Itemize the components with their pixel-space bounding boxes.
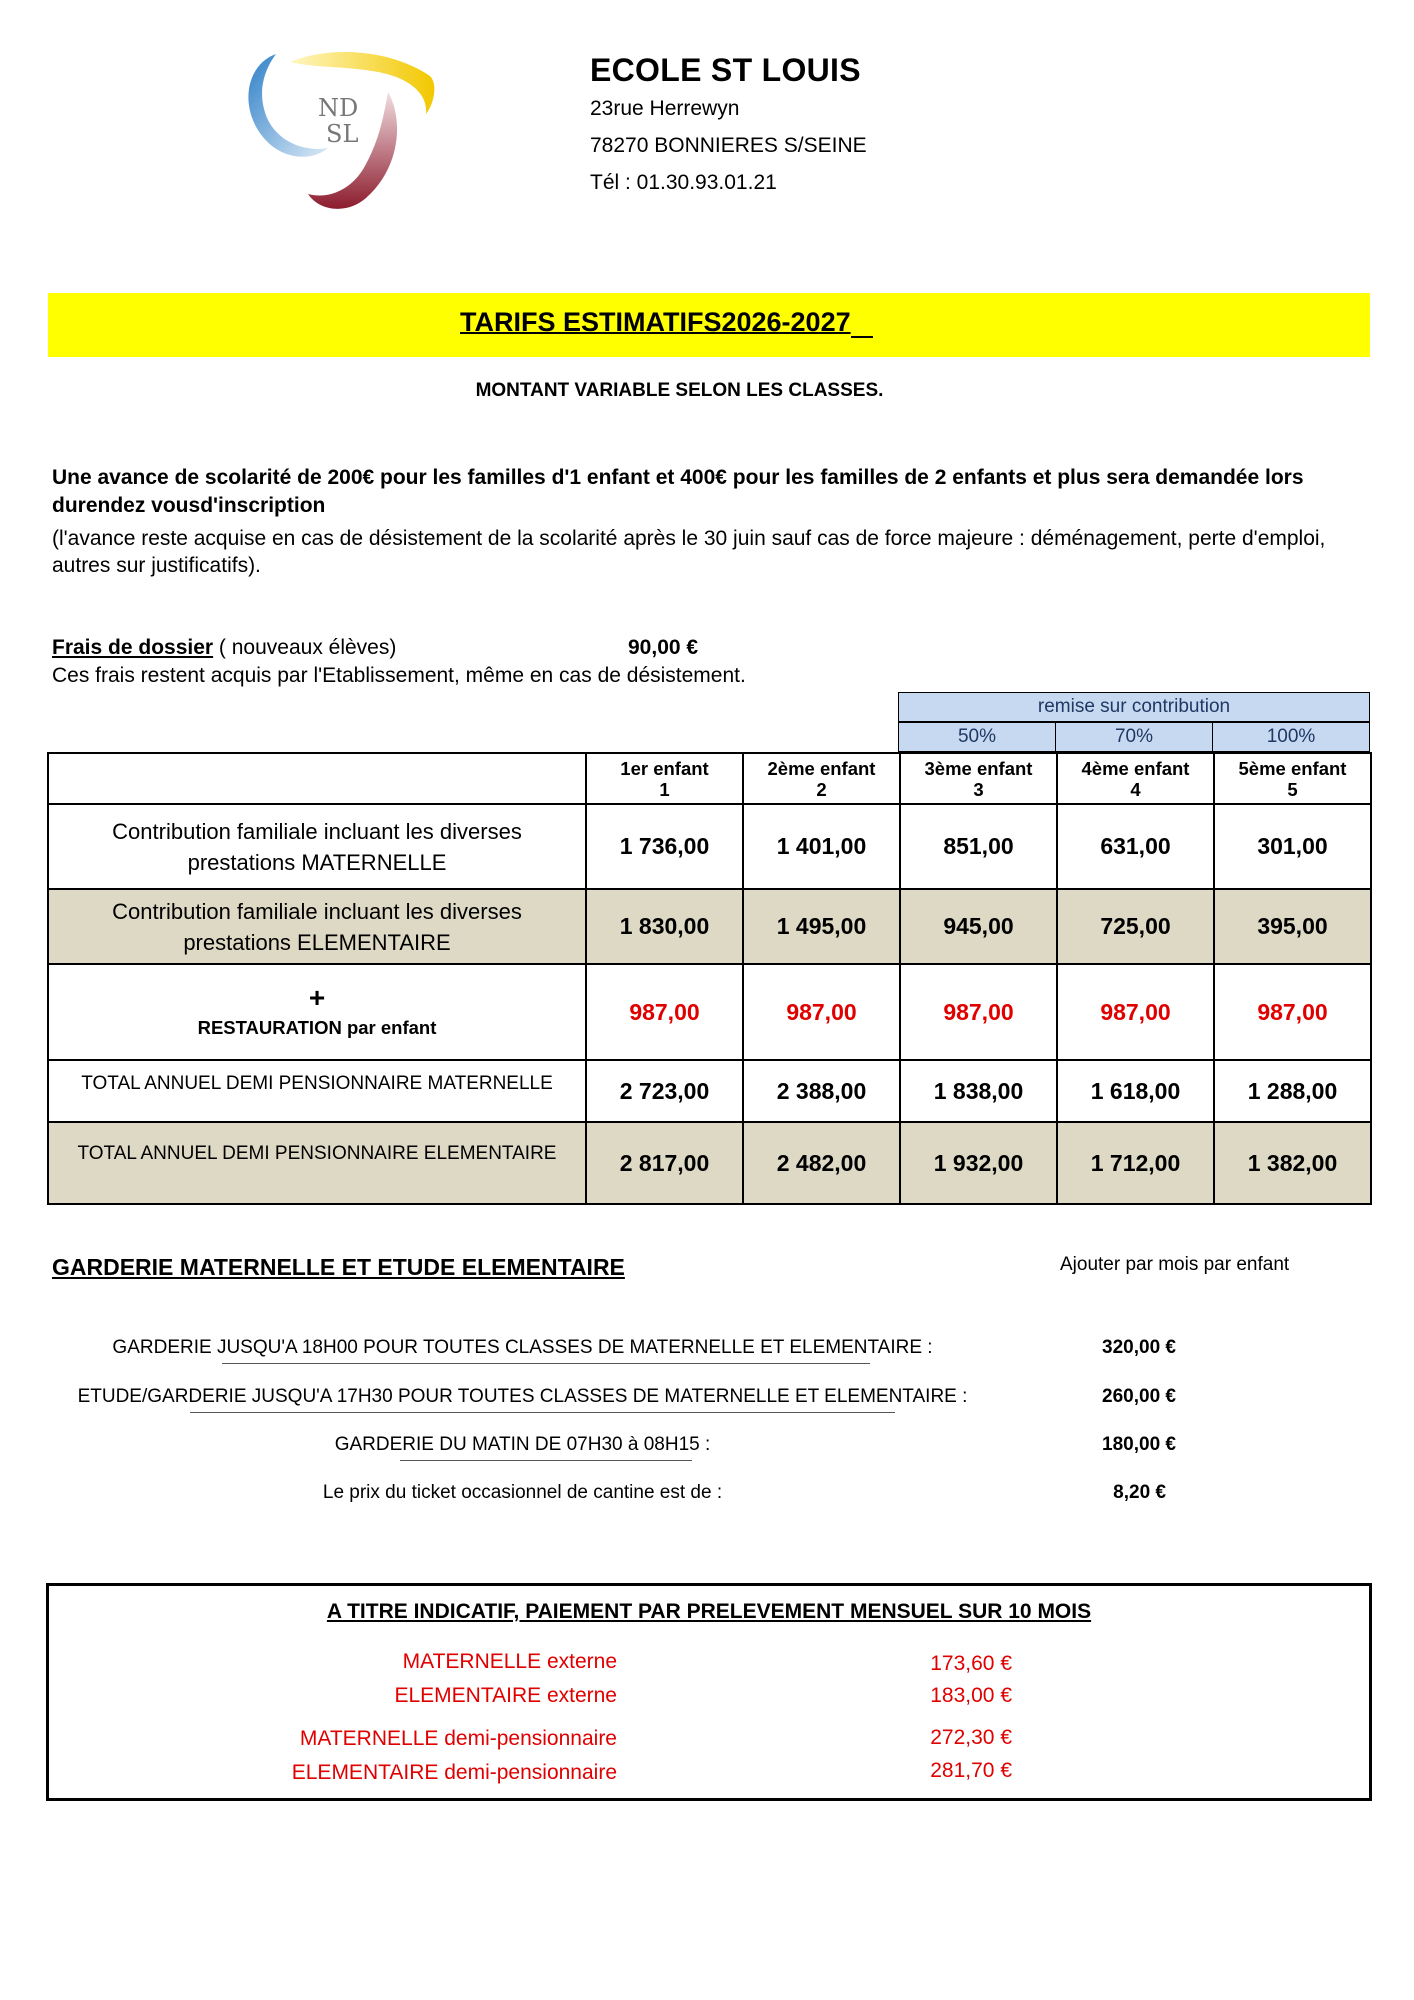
payment-amount: 281,70 € [930,1759,1012,1782]
fees-label-suffix: ( nouveaux élèves) [213,636,397,659]
row-label-line1: Contribution familiale incluant les diverses [112,898,522,924]
page-title [460,307,873,338]
daycare-note: Ajouter par mois par enfant [1060,1254,1290,1275]
value-cell: 1 288,00 [1214,1060,1371,1122]
header-child-5 [1214,753,1371,804]
header-empty-cell [48,753,586,804]
value-cell: 1 736,00 [586,804,743,889]
row-label-text: RESTAURATION par enfant [197,1017,437,1038]
discount-pct-4th: 70% [1055,722,1213,752]
header-child-num: 2 [816,778,827,800]
plus-sign: + [308,982,326,1013]
daycare-line-label: Le prix du ticket occasionnel de cantine est de : [322,1482,723,1503]
value-cell: 2 723,00 [586,1060,743,1122]
daycare-line-price: 320,00 € [1102,1337,1176,1358]
daycare-line-underline [222,1363,870,1364]
value-cell: 1 838,00 [900,1060,1057,1122]
row-label: TOTAL ANNUEL DEMI PENSIONNAIRE MATERNELLE [48,1060,586,1122]
row-label-line2: prestations ELEMENTAIRE [183,929,451,955]
daycare-line-price: 8,20 € [1113,1482,1166,1503]
fees-label: Frais de dossier [52,636,214,659]
payment-title: A TITRE INDICATIF, PAIEMENT PAR PRELEVEMENT MENSUEL SUR 10 MOIS [326,1600,1092,1623]
address-city: 78270 BONNIERES S/SEINE [590,134,867,157]
daycare-line-underline [400,1460,692,1461]
value-cell: 725,00 [1057,889,1214,964]
header-child-label: 2ème enfant [767,757,876,779]
header-child-num: 4 [1130,778,1141,800]
payment-label: MATERNELLE externe [402,1650,617,1673]
title-banner [48,293,1370,357]
daycare-line-price: 260,00 € [1102,1386,1176,1407]
row-label-line1: Contribution familiale incluant les diverses [112,818,522,844]
daycare-line-underline [190,1412,895,1413]
value-cell: 395,00 [1214,889,1371,964]
row-label [48,804,586,889]
logo-text-bottom: SL [326,120,359,148]
header-child-num: 5 [1287,778,1298,800]
value-cell: 1 401,00 [743,804,900,889]
value-cell: 1 712,00 [1057,1122,1214,1204]
header-child-2 [743,753,900,804]
value-cell: 1 618,00 [1057,1060,1214,1122]
school-phone: Tél : 01.30.93.01.21 [590,171,777,194]
header-child-label: 3ème enfant [924,757,1033,779]
page-subtitle: MONTANT VARIABLE SELON LES CLASSES. [475,380,884,401]
advance-notice: Une avance de scolarité de 200€ pour les familles d'1 enfant et 400€ pour les familles de 2 enfants et plus sera demandée lors durendez vousd'inscription [52,466,1304,517]
daycare-line-label: GARDERIE DU MATIN DE 07H30 à 08H15 : [334,1434,711,1455]
header-child-label: 5ème enfant [1238,757,1347,779]
school-logo [238,48,448,216]
value-cell: 987,00 [586,964,743,1060]
header-child-1 [586,753,743,804]
tariff-table [47,752,1372,1205]
header-child-3 [900,753,1057,804]
fees-note: Ces frais restent acquis par l'Etablissement, même en cas de désistement. [52,664,746,687]
row-elementaire [48,889,1371,964]
fees-line [52,636,396,660]
value-cell: 1 830,00 [586,889,743,964]
row-restauration [48,964,1371,1060]
daycare-line-label: ETUDE/GARDERIE JUSQU'A 17H30 POUR TOUTES CLASSES DE MATERNELLE ET ELEMENTAIRE : [77,1386,968,1407]
payment-amount: 173,60 € [930,1652,1012,1675]
payment-label: MATERNELLE demi-pensionnaire [299,1727,617,1750]
row-label: TOTAL ANNUEL DEMI PENSIONNAIRE ELEMENTAIRE [48,1122,586,1204]
row-label-line2: prestations MATERNELLE [187,849,447,875]
value-cell: 2 482,00 [743,1122,900,1204]
fees-amount: 90,00 € [628,636,699,659]
header-child-4 [1057,753,1214,804]
page-title-main: TARIFS ESTIMATIFS [460,307,722,337]
daycare-line-price: 180,00 € [1102,1434,1176,1455]
value-cell: 2 388,00 [743,1060,900,1122]
value-cell: 987,00 [1214,964,1371,1060]
row-total-maternelle [48,1060,1371,1122]
row-label [48,889,586,964]
value-cell: 945,00 [900,889,1057,964]
discount-pct-3rd: 50% [898,722,1056,752]
school-name: ECOLE ST LOUIS [590,52,861,88]
payment-label: ELEMENTAIRE demi-pensionnaire [291,1761,617,1784]
value-cell: 1 382,00 [1214,1122,1371,1204]
row-maternelle [48,804,1371,889]
value-cell: 987,00 [1057,964,1214,1060]
daycare-line-label: GARDERIE JUSQU'A 18H00 POUR TOUTES CLASSES DE MATERNELLE ET ELEMENTAIRE : [112,1337,933,1358]
discount-header: remise sur contribution [898,692,1370,722]
header-child-num: 3 [973,778,984,800]
value-cell: 987,00 [900,964,1057,1060]
title-underline [851,312,873,338]
payment-amount: 183,00 € [930,1684,1012,1707]
advance-note: (l'avance reste acquise en cas de désistement de la scolarité après le 30 juin sauf cas de force majeure : déménagement, perte d'emploi, autres sur justificatifs). [52,527,1326,577]
discount-pct-5th: 100% [1212,722,1370,752]
value-cell: 631,00 [1057,804,1214,889]
header-child-num: 1 [659,778,670,800]
address-street: 23rue Herrewyn [590,97,740,120]
table-header-row [48,753,1371,804]
payment-label: ELEMENTAIRE externe [394,1684,617,1707]
value-cell: 2 817,00 [586,1122,743,1204]
value-cell: 1 932,00 [900,1122,1057,1204]
page-title-year: 2026-2027 [721,307,851,337]
logo-text-top: ND [318,94,359,122]
payment-amount: 272,30 € [930,1726,1012,1749]
header-child-label: 4ème enfant [1081,757,1190,779]
payment-box [46,1583,1372,1801]
header-child-label: 1er enfant [620,757,709,779]
row-label [48,964,586,1060]
value-cell: 301,00 [1214,804,1371,889]
daycare-title: GARDERIE MATERNELLE ET ETUDE ELEMENTAIRE [52,1254,625,1280]
row-total-elementaire [48,1122,1371,1204]
value-cell: 987,00 [743,964,900,1060]
value-cell: 1 495,00 [743,889,900,964]
value-cell: 851,00 [900,804,1057,889]
